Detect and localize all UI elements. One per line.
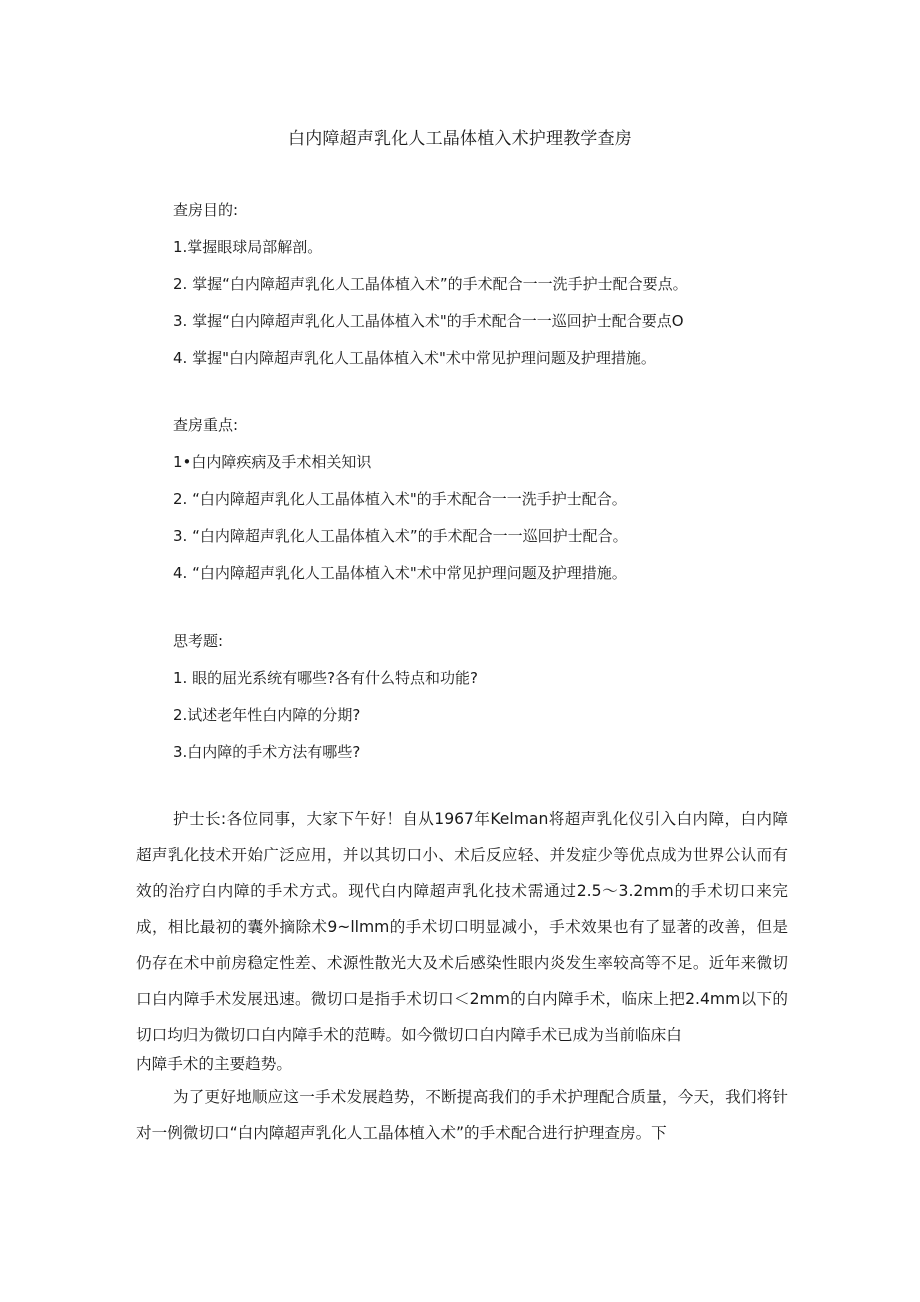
questions-heading: 思考题: — [173, 632, 224, 650]
key-point-item: 1•白内障疾病及手术相关知识 — [173, 453, 372, 471]
objectives-heading: 查房目的: — [173, 201, 239, 219]
key-points-heading: 查房重点: — [173, 416, 239, 434]
key-point-item: 4. “白内障超声乳化人工晶体植入术"术中常见护理问题及护理措施。 — [173, 564, 627, 582]
paragraph-purpose: 为了更好地顺应这一手术发展趋势，不断提高我们的手术护理配合质量，今天，我们将针对一例微切口“白内障超声乳化人工晶体植入术”的手术配合进行护理查房。下 — [136, 1088, 788, 1142]
question-item: 3.白内障的手术方法有哪些? — [173, 743, 361, 761]
question-item: 1. 眼的屈光系统有哪些?各有什么特点和功能? — [173, 669, 479, 687]
paragraph-intro-tail: 内障手术的主要趋势。 — [136, 1055, 292, 1073]
paragraph-intro: 护士长:各位同事，大家下午好！自从1967年Kelman将超声乳化仪引入白内障，白内障超声乳化技术开始广泛应用，并以其切口小、术后反应轻、并发症少等优点成为世界公认而有效的治疗白内障的手术方式。现代白内障超声乳化技术需通过2.5～3.2mm的手术切口来完成，相比最初的囊外摘除术9~llmm的手术切口明显减小，手术效果也有了显著的改善，但是仍存在术中前房稳定性差、术源性散光大及术后感染性眼内炎发生率较高等不足。近年来微切口白内障手术发展迅速。微切口是指手术切口＜2mm的白内障手术，临床上把2.4mm以下的切口均归为微切口白内障手术的范畴。如今微切口白内障手术已成为当前临床白 — [136, 810, 788, 1044]
objective-item: 3. 掌握“白内障超声乳化人工晶体植入术"的手术配合一一巡回护士配合要点O — [173, 312, 684, 330]
objective-item: 2. 掌握“白内障超声乳化人工晶体植入术”的手术配合一一洗手护士配合要点。 — [173, 275, 688, 293]
document-title: 白内障超声乳化人工晶体植入术护理教学查房 — [288, 129, 632, 149]
objective-item: 1.掌握眼球局部解剖。 — [173, 238, 323, 256]
body-paragraphs — [136, 801, 788, 1151]
key-points-section — [173, 414, 813, 599]
key-point-item: 2. “白内障超声乳化人工晶体植入术"的手术配合一一洗手护士配合。 — [173, 490, 627, 508]
key-point-item: 3. “白内障超声乳化人工晶体植入术”的手术配合一一巡回护士配合。 — [173, 527, 628, 545]
questions-section — [173, 630, 813, 778]
question-item: 2.试述老年性白内障的分期? — [173, 706, 361, 724]
objective-item: 4. 掌握"白内障超声乳化人工晶体植入术"术中常见护理问题及护理措施。 — [173, 349, 656, 367]
objectives-section — [173, 199, 813, 384]
